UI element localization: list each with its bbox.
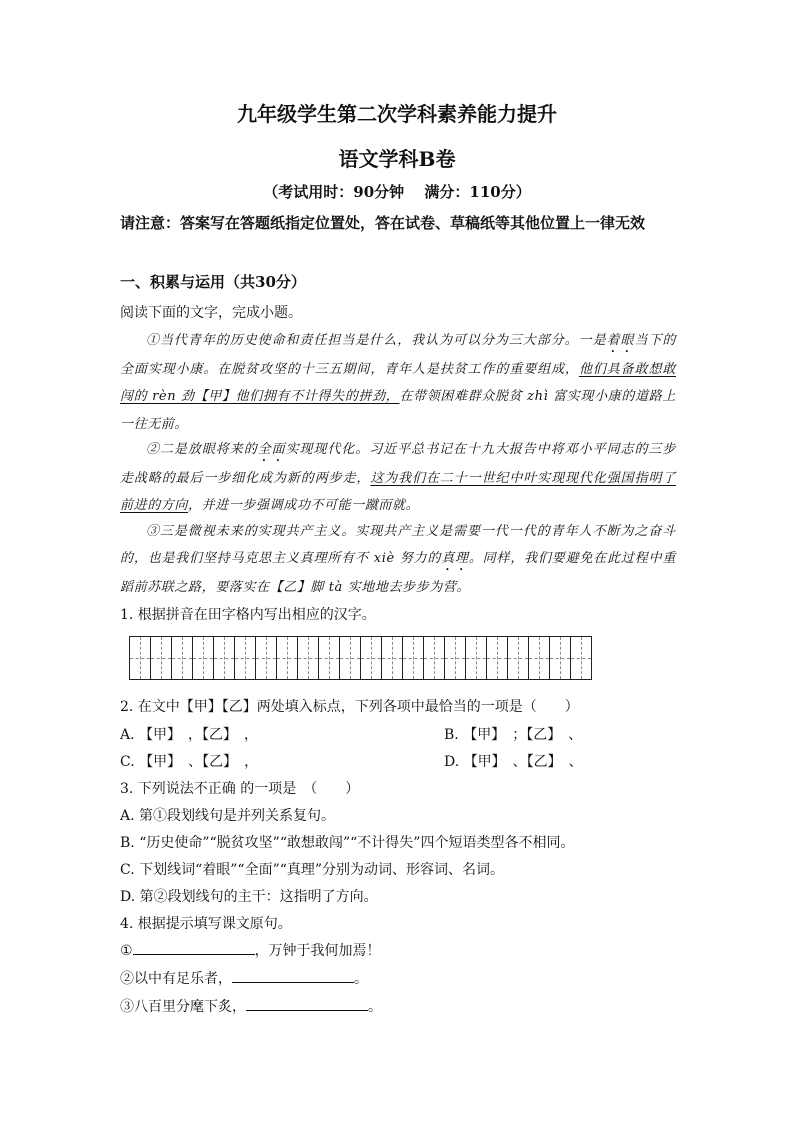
answer-blank[interactable] — [246, 996, 368, 1011]
text-run: ，万钟于我何加焉！ — [254, 943, 381, 959]
text-run: ① — [120, 943, 133, 959]
text-run: 。同样，我们要避免在此过程中重蹈前苏联之路，要落实在【乙】脚 tà 实地地去步步为营。 — [120, 551, 676, 596]
text-run: 。 — [354, 971, 368, 987]
grid-cell[interactable] — [298, 637, 319, 680]
q4-item-3 — [120, 996, 382, 1016]
grid-cell[interactable] — [445, 637, 466, 680]
grid-cell[interactable] — [403, 637, 424, 680]
q4-item-1 — [120, 940, 381, 960]
underlined-sentence: 他们具备敢想敢闯的 rèn 劲【甲】他们拥有不计得失的拼劲， — [120, 362, 676, 405]
grid-cell[interactable] — [319, 637, 340, 680]
passage-paragraph-1 — [120, 327, 676, 438]
grid-cell[interactable] — [277, 637, 298, 680]
text-run: ①当代青年的历史使命和责任担当是什么，我认为可以分为三大部分。一是 — [146, 333, 607, 348]
emphasized-word: 着眼 — [606, 333, 635, 348]
q3-option-b[interactable]: B. “历史使命”“脱贫攻坚”“敢想敢闯”“不计得失”四个短语类型各不相同。 — [120, 835, 575, 851]
text-run: 当下的全面实现小康。在脱贫攻坚的十三五期间，青年人是扶贫工作的重要组成， — [120, 333, 676, 377]
q3-option-a[interactable]: A. 第①段划线句是并列关系复句。 — [120, 808, 336, 824]
q3-option-d[interactable]: D. 第②段划线句的主干：这指明了方向。 — [120, 889, 378, 905]
answer-blank[interactable] — [232, 968, 354, 983]
question-4: 4. 根据提示填写课文原句。 — [120, 916, 292, 932]
grid-cell[interactable] — [382, 637, 403, 680]
passage-paragraph-2 — [120, 436, 676, 520]
grid-cell[interactable] — [529, 637, 550, 680]
option-b[interactable]: B. 【甲】 ；【乙】 、 — [444, 727, 583, 743]
option-d[interactable]: D. 【甲】 、【乙】 、 — [444, 754, 583, 770]
tianzige-grid[interactable] — [129, 636, 592, 680]
page-title: 九年级学生第二次学科素养能力提升 — [237, 102, 557, 126]
grid-cell[interactable] — [193, 637, 214, 680]
text-run: ③八百里分麾下炙， — [120, 999, 246, 1015]
grid-cell[interactable] — [151, 637, 172, 680]
exam-meta: （考试用时：90分钟 满分：110分） — [263, 183, 531, 201]
q3-option-c[interactable]: C. 下划线词“着眼”“全面”“真理”分别为动词、形容词、名词。 — [120, 862, 505, 878]
text-run: ②以中有足乐者， — [120, 971, 232, 987]
grid-cell[interactable] — [424, 637, 445, 680]
grid-cell[interactable] — [235, 637, 256, 680]
grid-cell[interactable] — [466, 637, 487, 680]
q4-item-2 — [120, 968, 368, 988]
emphasized-word: 全面 — [257, 442, 286, 457]
grid-cell[interactable] — [340, 637, 361, 680]
underlined-sentence: 这为我们在二十一世纪中叶实现现代化强国指明了前进的方向 — [120, 471, 676, 514]
grid-cell[interactable] — [550, 637, 571, 680]
text-run: 实现现代化。习近平总书记在十九大报告中将邓小平同志的三步走战略的最后一步细化成为新的两步走， — [120, 442, 676, 486]
grid-cell[interactable] — [571, 637, 592, 680]
text-run: ③三是微视未来的实现共产主义。实现共产主义是需要一代一代的青年人不断为之奋斗的，也是我们坚持马克思主义真理所有不 xiè 努力的 — [120, 524, 676, 567]
section-intro: 阅读下面的文字，完成小题。 — [120, 305, 302, 321]
emphasized-word: 真理 — [441, 551, 469, 567]
text-run: 在带领困难群众脱贫 zhì 富实现小康的道路上一往无前。 — [120, 389, 676, 432]
grid-cell[interactable] — [130, 637, 151, 680]
page-subtitle: 语文学科B卷 — [338, 147, 456, 171]
grid-cell[interactable] — [172, 637, 193, 680]
grid-cell[interactable] — [508, 637, 529, 680]
text-run: ②二是放眼将来的 — [146, 442, 258, 457]
exam-notice: 请注意：答案写在答题纸指定位置处，答在试卷、草稿纸等其他位置上一律无效 — [120, 214, 646, 232]
grid-cell[interactable] — [256, 637, 277, 680]
section-heading: 一、积累与运用（共30分） — [120, 273, 306, 291]
grid-cell[interactable] — [214, 637, 235, 680]
text-run: ，并进一步强调成功不可能一蹴而就。 — [188, 498, 420, 514]
grid-cell[interactable] — [487, 637, 508, 680]
option-c[interactable]: C. 【甲】 、【乙】 ， — [120, 754, 259, 770]
question-1: 1. 根据拼音在田字格内写出相应的汉字。 — [120, 607, 376, 623]
answer-blank[interactable] — [133, 940, 255, 955]
passage-paragraph-3 — [120, 518, 676, 602]
text-run: 。 — [368, 999, 382, 1015]
grid-cell[interactable] — [361, 637, 382, 680]
question-2: 2. 在文中【甲】【乙】两处填入标点，下列各项中最恰当的一项是（ ） — [120, 699, 579, 715]
question-3: 3. 下列说法不正确 的一项是 （ ） — [120, 781, 360, 797]
option-a[interactable]: A. 【甲】 ，【乙】 ， — [120, 727, 259, 743]
